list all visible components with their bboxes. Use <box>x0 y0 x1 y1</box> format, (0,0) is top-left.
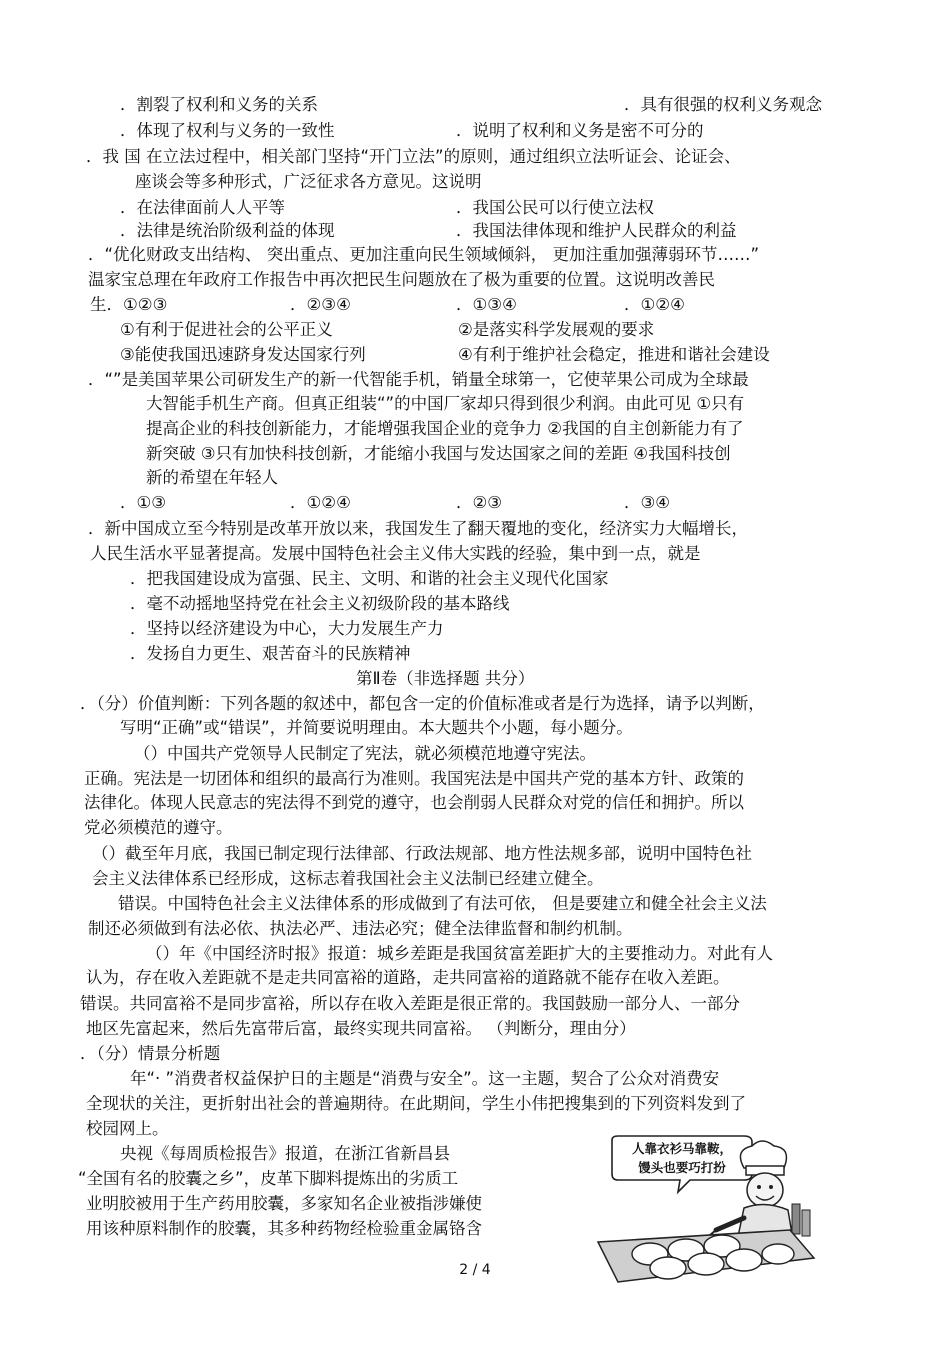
text-line: 新的希望在年轻人 <box>146 468 278 487</box>
text-line: ．①②④ <box>290 493 351 512</box>
text-line: 人民生活水平显著提高。发展中国特色社会主义伟大实践的经验，集中到一点，就是 <box>90 544 701 563</box>
text-line: ．法律是统治阶级利益的体现 <box>120 221 335 240</box>
text-line: ．①③ <box>120 493 167 512</box>
text-line: ．在法律面前人人平等 <box>120 198 285 217</box>
text-line: “全国有名的胶囊之乡”，皮革下脚料提炼出的劣质工 <box>78 1169 459 1188</box>
bubble-text-1: 人靠衣衫马靠鞍， <box>631 1141 733 1156</box>
text-line: 温家宝总理在年政府工作报告中再次把民生问题放在了极为重要的位置。这说明改善民 <box>88 270 715 289</box>
text-line: ④有利于维护社会稳定，推进和谐社会建设 <box>458 345 770 364</box>
text-line: ．①②④ <box>624 295 685 314</box>
text-line: 用该种原料制作的胶囊，其多种药物经检验重金属铬含 <box>86 1219 482 1238</box>
text-line: 党必须模范的遵守。 <box>84 818 233 837</box>
text-line: ．我国公民可以行使立法权 <box>456 198 654 217</box>
text-line: 法律化。体现人民意志的宪法得不到党的遵守，也会削弱人民群众对党的信任和拥护。所以 <box>84 793 744 812</box>
text-line: ．②③④ <box>290 295 351 314</box>
text-line: 座谈会等多种形式，广泛征求各方意见。这说明 <box>135 172 482 191</box>
text-line: 正确。宪法是一切团体和组织的最高行为准则。我国宪法是中国共产党的基本方针、政策的 <box>84 769 744 788</box>
text-line: 写明“正确”或“错误”，并简要说明理由。本大题共个小题，每小题分。 <box>120 718 633 737</box>
text-line: 地区先富起来，然后先富带后富，最终实现共同富裕。 （判断分，理由分） <box>86 1019 636 1038</box>
text-line: 会主义法律体系已经形成，这标志着我国社会主义法制已经建立健全。 <box>92 869 604 888</box>
text-line: ．说明了权利和义务是密不可分的 <box>456 121 704 140</box>
text-line: ．“”是美国苹果公司研发生产的新一代智能手机，销量全球第一，它使苹果公司成为全球最 <box>88 370 749 389</box>
text-line: 年“· ”消费者权益保护日的主题是“消费与安全”。这一主题，契合了公众对消费安 <box>130 1069 720 1088</box>
text-line: ．（分）情景分析题 <box>80 1044 221 1063</box>
text-line: 业明胶被用于生产药用胶囊，多家知名企业被指涉嫌使 <box>86 1194 482 1213</box>
text-line: ．①③④ <box>456 295 517 314</box>
text-line: 错误。共同富裕不是同步富裕，所以存在收入差距是很正常的。我国鼓励一部分人、一部分 <box>80 994 740 1013</box>
text-line: ．新中国成立至今特别是改革开放以来，我国发生了翻天覆地的变化，经济实力大幅增长， <box>88 519 748 538</box>
text-line: ．我 国 在立法过程中，相关部门坚持“开门立法”的原则，通过组织立法听证会、论证会、 <box>86 147 741 166</box>
text-line: ．②③ <box>456 493 503 512</box>
text-line: ．毫不动摇地坚持党在社会主义初级阶段的基本路线 <box>130 594 510 613</box>
text-line: ②是落实科学发展观的要求 <box>458 320 655 339</box>
text-line: 新突破 ③只有加快科技创新，才能缩小我国与发达国家之间的差距 ④我国科技创 <box>146 444 731 463</box>
text-line: ．割裂了权利和义务的关系 <box>120 95 318 114</box>
text-line: ．③④ <box>624 493 671 512</box>
text-line: ①有利于促进社会的公平正义 <box>120 320 333 339</box>
text-line: 制还必须做到有法必依、执法必严、违法必究；健全法律监督和制约机制。 <box>88 919 633 938</box>
text-line: 校园网上。 <box>86 1119 169 1138</box>
text-line: ．体现了权利与义务的一致性 <box>120 121 335 140</box>
text-line: 错误。中国特色社会主义法律体系的形成做到了有法可依， 但是要建立和健全社会主义法 <box>118 894 767 913</box>
text-line: 大智能手机生产商。但真正组装“”的中国厂家却只得到很少利润。由此可见 ①只有 <box>146 394 745 413</box>
text-line: 认为，存在收入差距就不是走共同富裕的道路，走共同富裕的道路就不能存在收入差距。 <box>86 968 730 987</box>
text-line: ．把我国建设成为富强、民主、文明、和谐的社会主义现代化国家 <box>130 569 609 588</box>
section-title: 第Ⅱ卷（非选择题 共分） <box>356 669 535 688</box>
text-line: ．发扬自力更生、艰苦奋斗的民族精神 <box>130 644 411 663</box>
text-line: 提高企业的科技创新能力，才能增强我国企业的竞争力 ②我国的自主创新能力有了 <box>146 419 744 438</box>
text-line: 央视《每周质检报告》报道，在浙江省新昌县 <box>120 1144 450 1163</box>
text-line: ．坚持以经济建设为中心，大力发展生产力 <box>130 619 444 638</box>
text-line: ．具有很强的权利义务观念 <box>624 95 822 114</box>
text-line: 生．①②③ <box>90 295 168 314</box>
text-line: ③能使我国迅速跻身发达国家行列 <box>120 345 366 364</box>
text-line: （）截至年月底，我国已制定现行法律部、行政法规部、地方性法规多部，说明中国特色社 <box>92 844 752 863</box>
text-line: （）年《中国经济时报》报道：城乡差距是我国贫富差距扩大的主要推动力。对此有人 <box>146 944 773 963</box>
text-line: ．“优化财政支出结构、 突出重点、更加注重向民生领域倾斜， 更加注重加强薄弱环节……” <box>88 245 760 264</box>
text-line: 全现状的关注，更折射出社会的普遍期待。在此期间，学生小伟把搜集到的下列资料发到了 <box>86 1094 746 1113</box>
text-line: ．（分）价值判断：下列各题的叙述中，都包含一定的价值标准或者是行为选择，请予以判断， <box>80 694 765 713</box>
text-line: （）中国共产党领导人民制定了宪法，就必须模范地遵守宪法。 <box>134 744 596 763</box>
bubble-text-2: 馒头也要巧打扮 <box>638 1160 726 1175</box>
text-line: ．我国法律体现和维护人民群众的利益 <box>456 221 737 240</box>
page-number: 2 / 4 <box>459 1262 491 1278</box>
